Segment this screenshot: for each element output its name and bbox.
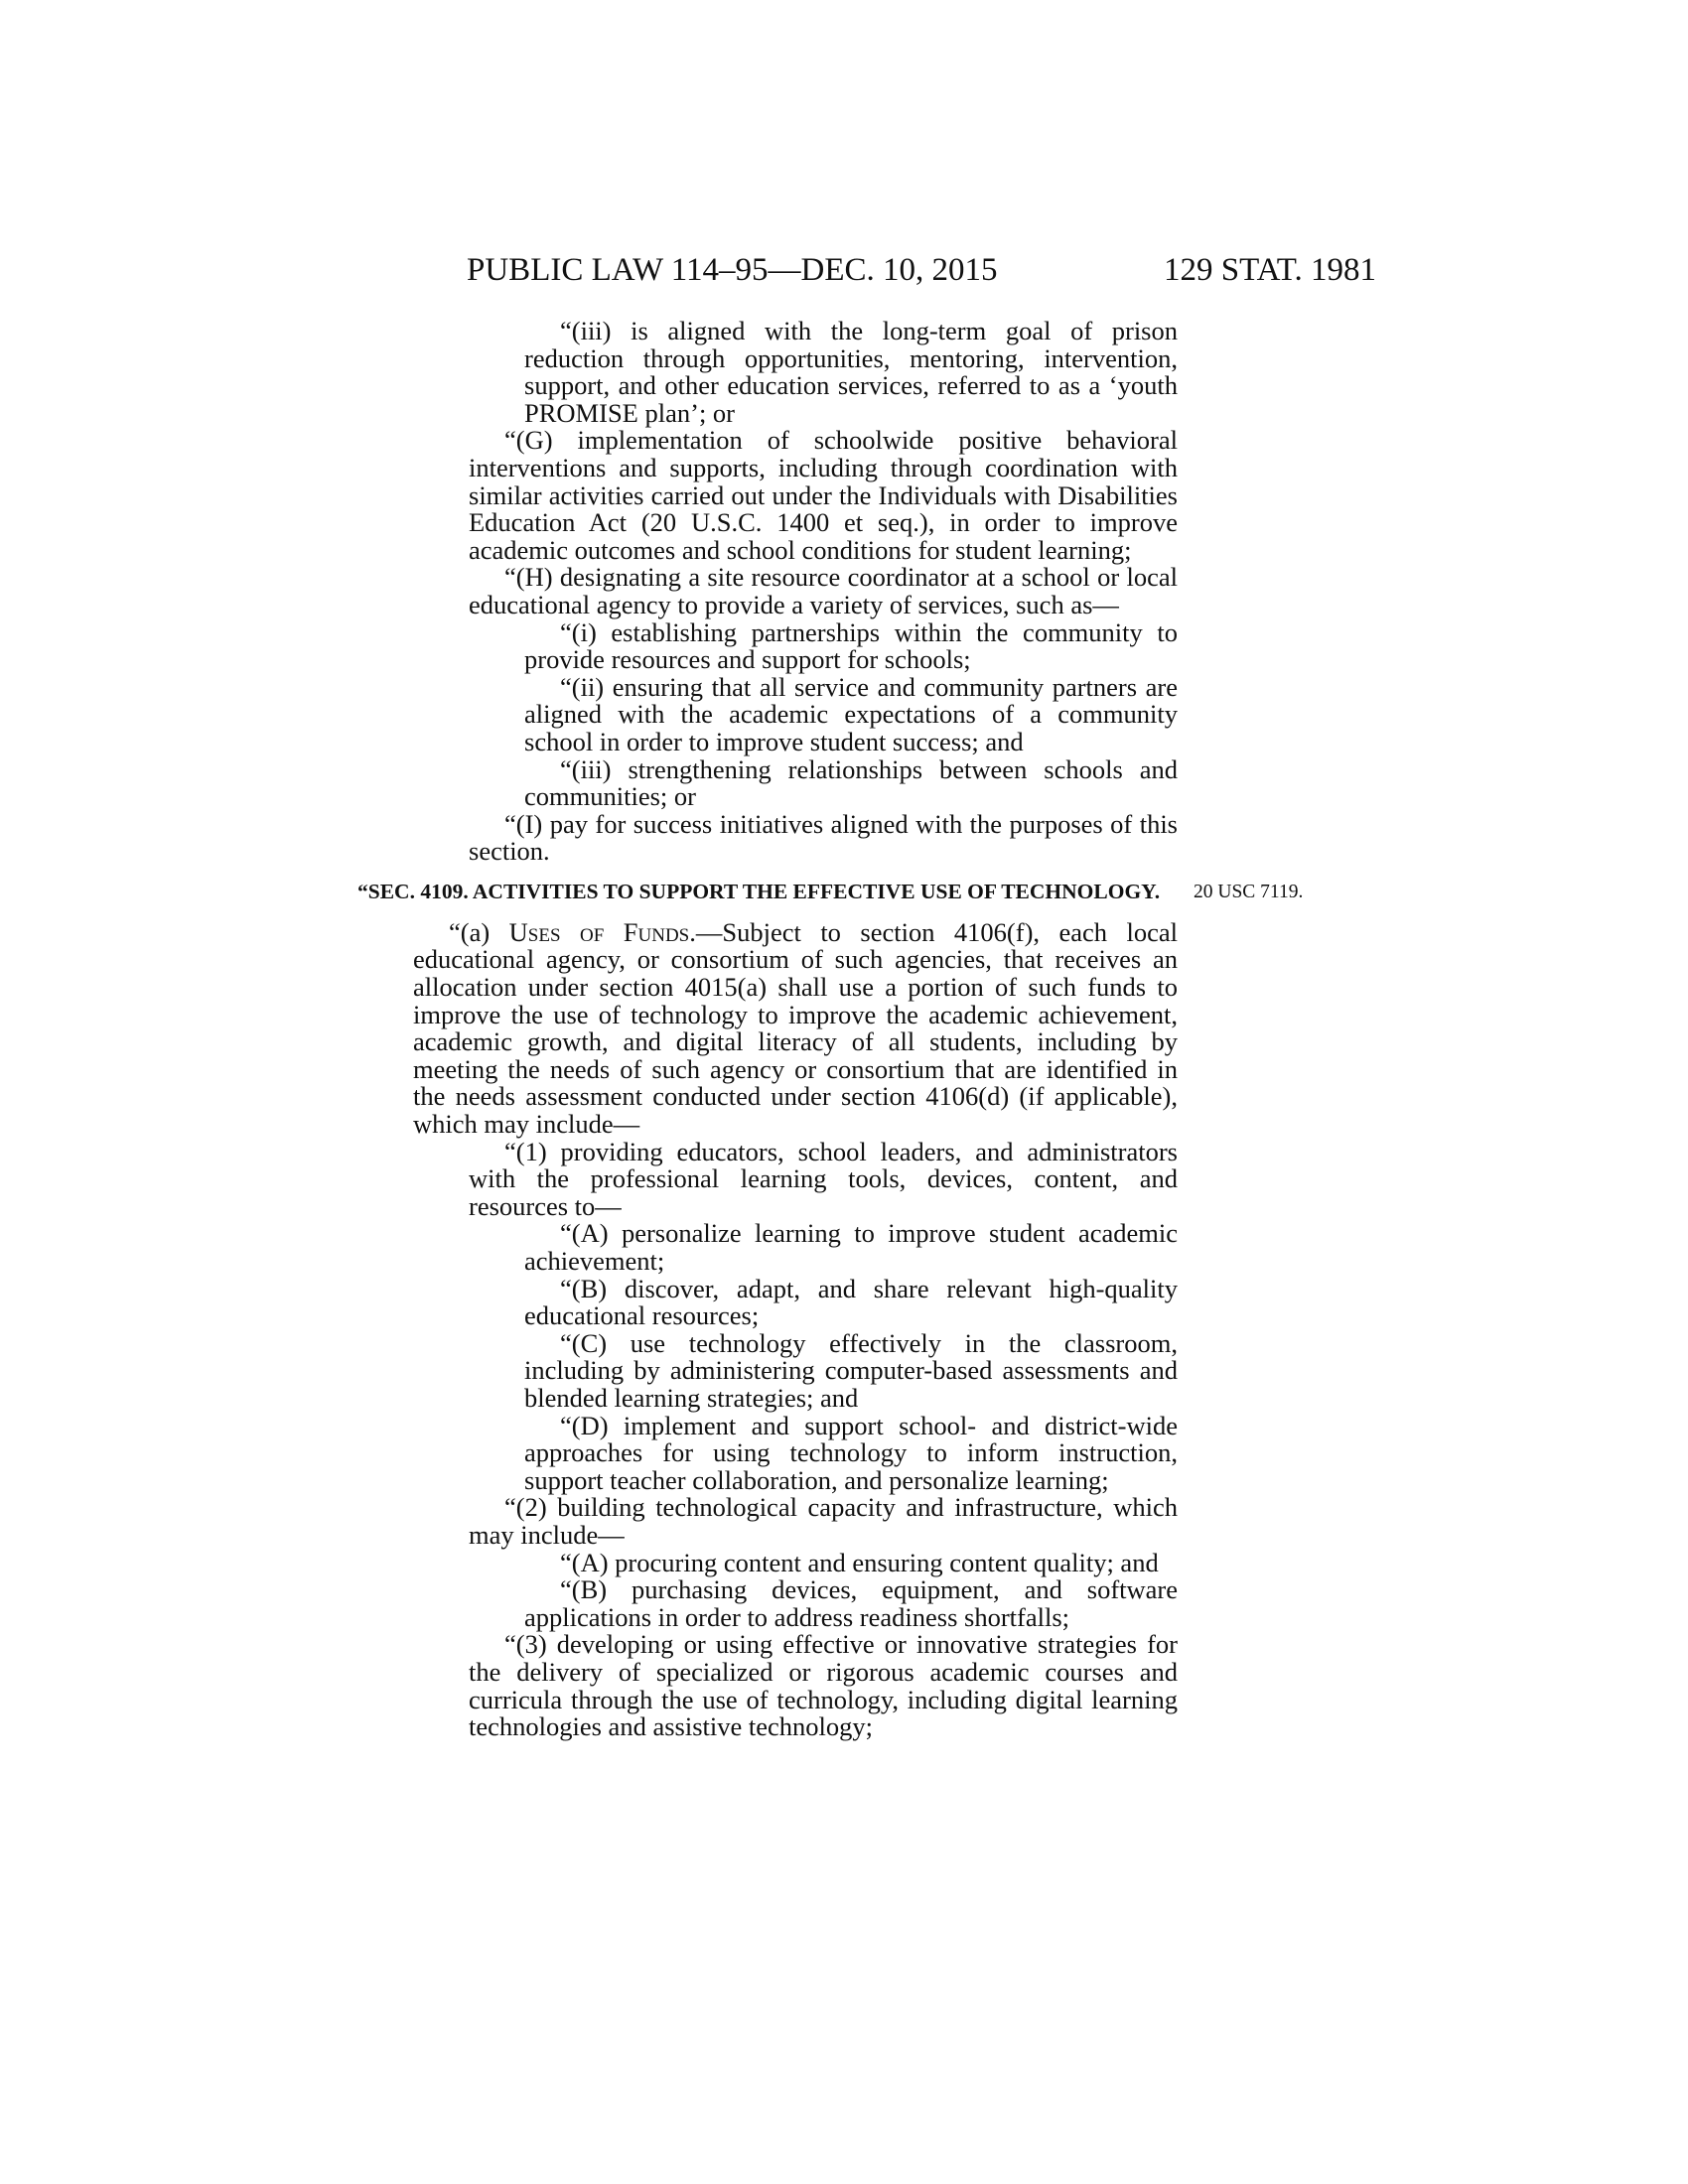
paragraph-1-b: “(B) discover, adapt, and share relevant high-quality educational resources; — [524, 1273, 1178, 1331]
clause-iii-youth-promise: “(iii) is aligned with the long-term goal of prison reduction through opportunities, mentoring, intervention, support, and other education services, referred to as a ‘youth PROMISE plan’; or — [524, 316, 1178, 428]
subsection-a-text: .—Subject to section 4106(f), each local educational agency, or consortium of such agencies, that receives an allocation under section 4015(a) shall use a portion of such funds to improve the use of technology to improve the academic achievement, academic growth, and digital literacy of all students, including by meeting the needs of such agency or consortium that are identified in the needs assessment conducted under section 4106(d) (if applicable), which may include— — [413, 916, 1178, 1140]
section-heading: “SEC. 4109. ACTIVITIES TO SUPPORT THE EFFECTIVE USE OF TECHNOLOGY. — [357, 879, 1161, 903]
subparagraph-g: “(G) implementation of schoolwide positive behavioral interventions and supports, including through coordination with similar activities carried out under the Individuals with Disabilities Education Act (20 U.S.C. 1400 et seq.), in order to improve academic outcomes and school conditions for student learning; — [469, 425, 1178, 565]
paragraph-2-b: “(B) purchasing devices, equipment, and software applications in order to address readiness shortfalls; — [524, 1574, 1178, 1632]
paragraph-1-a: “(A) personalize learning to improve student academic achievement; — [524, 1218, 1178, 1276]
running-head: PUBLIC LAW 114–95—DEC. 10, 2015 — [467, 252, 998, 288]
subsection-a — [357, 916, 1178, 1140]
section-heading-block — [357, 879, 1304, 905]
paragraph-1: “(1) providing educators, school leaders, and administrators with the professional learning tools, devices, content, and resources to— — [469, 1136, 1178, 1221]
margin-citation: 20 USC 7119. — [1194, 881, 1304, 902]
subsection-a-open: “(a) — [449, 916, 509, 947]
subsection-a-caption: Uses of Funds — [508, 916, 690, 947]
subparagraph-i: “(I) pay for success initiatives aligned with the purposes of this section. — [469, 808, 1178, 867]
clause-iii: “(iii) strengthening relationships between schools and communities; or — [524, 753, 1178, 812]
document-body — [357, 316, 1304, 1742]
paragraph-1-c: “(C) use technology effectively in the classroom, including by administering computer-based assessments and blended learning strategies; and — [524, 1327, 1178, 1413]
paragraph-2-a: “(A) procuring content and ensuring content quality; and — [560, 1547, 1159, 1577]
clause-i: “(i) establishing partnerships within the community to provide resources and support for schools; — [524, 616, 1178, 675]
subparagraph-h: “(H) designating a site resource coordinator at a school or local educational agency to provide a variety of services, such as— — [469, 562, 1178, 619]
stat-page-number: 129 STAT. 1981 — [1163, 252, 1376, 288]
paragraph-1-d: “(D) implement and support school- and district-wide approaches for using technology to inform instruction, support teacher collaboration, and personalize learning; — [524, 1410, 1178, 1495]
page-header — [467, 250, 1376, 290]
clause-ii: “(ii) ensuring that all service and community partners are aligned with the academic expectations of a community school in order to improve student success; and — [524, 671, 1178, 756]
paragraph-3: “(3) developing or using effective or innovative strategies for the delivery of specialized or rigorous academic courses and curricula through the use of technology, including digital learning technologies and assistive technology; — [469, 1629, 1178, 1742]
paragraph-2: “(2) building technological capacity and infrastructure, which may include— — [469, 1492, 1178, 1550]
